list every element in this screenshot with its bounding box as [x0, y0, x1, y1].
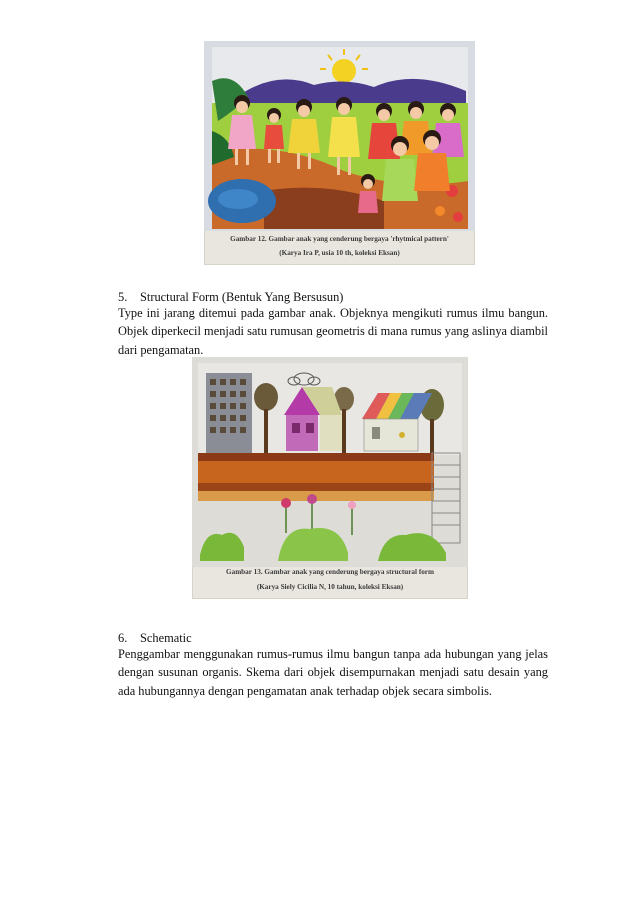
section-5-title: Structural Form (Bentuk Yang Bersusun) — [140, 290, 344, 304]
figure-13-caption-line1: Gambar 13. Gambar anak yang cenderung bergaya structural form — [226, 568, 434, 576]
section-6-heading — [118, 631, 192, 646]
section-6-title: Schematic — [140, 631, 192, 645]
section-6-paragraph: Penggambar menggunakan rumus-rumus ilmu bangun tanpa ada hubungan yang jelas dengan susunan organis. Skema dari objek disempurnakan menjadi satu desain yang ada hubungannya dengan pengamatan anak terhadap objek secara simbolis. — [118, 647, 548, 698]
building-icon — [206, 373, 252, 453]
children-drawing-illustration — [204, 41, 475, 231]
figure-13-caption-line2: (Karya Siely Cicilia N, 10 tahun, koleksi Eksan) — [256, 583, 404, 591]
section-5-paragraph: Type ini jarang ditemui pada gambar anak. Objeknya mengikuti rumus ilmu bangun. Objek diperkecil menjadi satu rumusan geometris di mana rumus yang aslinya diambil dari pengamatan. — [118, 306, 548, 357]
structural-drawing-illustration — [192, 357, 468, 567]
section-6-number: 6. — [118, 631, 128, 645]
figure-12-caption-line2: (Karya Ira P, usia 10 th, koleksi Eksan) — [279, 249, 400, 257]
figure-12-caption-line1: Gambar 12. Gambar anak yang cenderung bergaya 'rhytmical pattern' — [230, 235, 449, 243]
figure-13-image — [192, 357, 468, 599]
figure-12-image — [204, 41, 475, 265]
section-5-number: 5. — [118, 290, 128, 304]
section-5-heading — [118, 290, 343, 305]
